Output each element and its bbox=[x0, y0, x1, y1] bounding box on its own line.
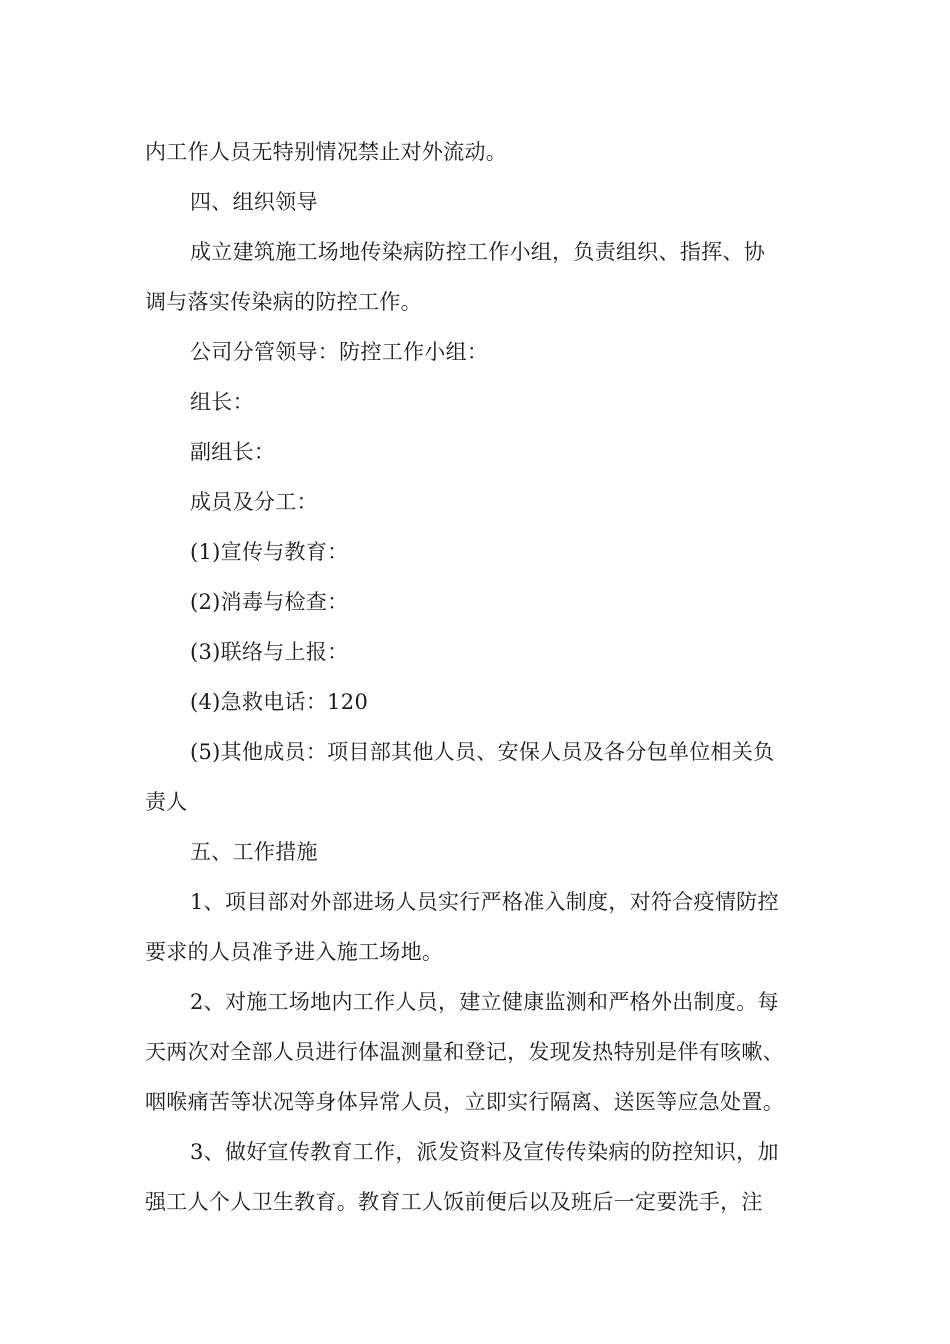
paragraph-line: 要求的人员准予进入施工场地。 bbox=[145, 940, 444, 964]
paragraph-line: 咽喉痛苦等状况等身体异常人员，立即实行隔离、送医等应急处置。 bbox=[145, 1090, 784, 1114]
paragraph-line: 内工作人员无特别情况禁止对外流动。 bbox=[145, 140, 508, 164]
paragraph-line: 组长： bbox=[190, 390, 254, 414]
section-heading: 四、组织领导 bbox=[190, 190, 318, 214]
paragraph-line: 强工人个人卫生教育。教育工人饭前便后以及班后一定要洗手，注 bbox=[145, 1190, 763, 1214]
paragraph-line: 3、做好宣传教育工作，派发资料及宣传传染病的防控知识，加 bbox=[190, 1140, 779, 1164]
list-item: (2)消毒与检查： bbox=[190, 590, 349, 614]
paragraph-line: 调与落实传染病的防控工作。 bbox=[145, 290, 422, 314]
paragraph-line: 公司分管领导：防控工作小组： bbox=[190, 340, 489, 364]
list-item: (5)其他成员：项目部其他人员、安保人员及各分包单位相关负 bbox=[190, 740, 775, 764]
list-item: (3)联络与上报： bbox=[190, 640, 349, 664]
list-item: (4)急救电话：120 bbox=[190, 690, 369, 714]
list-item: (1)宣传与教育： bbox=[190, 540, 349, 564]
paragraph-line: 1、项目部对外部进场人员实行严格准入制度，对符合疫情防控 bbox=[190, 890, 779, 914]
paragraph-line: 副组长： bbox=[190, 440, 276, 464]
paragraph-line: 2、对施工场地内工作人员，建立健康监测和严格外出制度。每 bbox=[190, 990, 779, 1014]
paragraph-line: 天两次对全部人员进行体温测量和登记，发现发热特别是伴有咳嗽、 bbox=[145, 1040, 784, 1064]
paragraph-line: 成立建筑施工场地传染病防控工作小组，负责组织、指挥、协 bbox=[190, 240, 766, 264]
paragraph-line: 成员及分工： bbox=[190, 490, 318, 514]
list-item-continuation: 责人 bbox=[145, 790, 188, 814]
section-heading: 五、工作措施 bbox=[190, 840, 318, 864]
